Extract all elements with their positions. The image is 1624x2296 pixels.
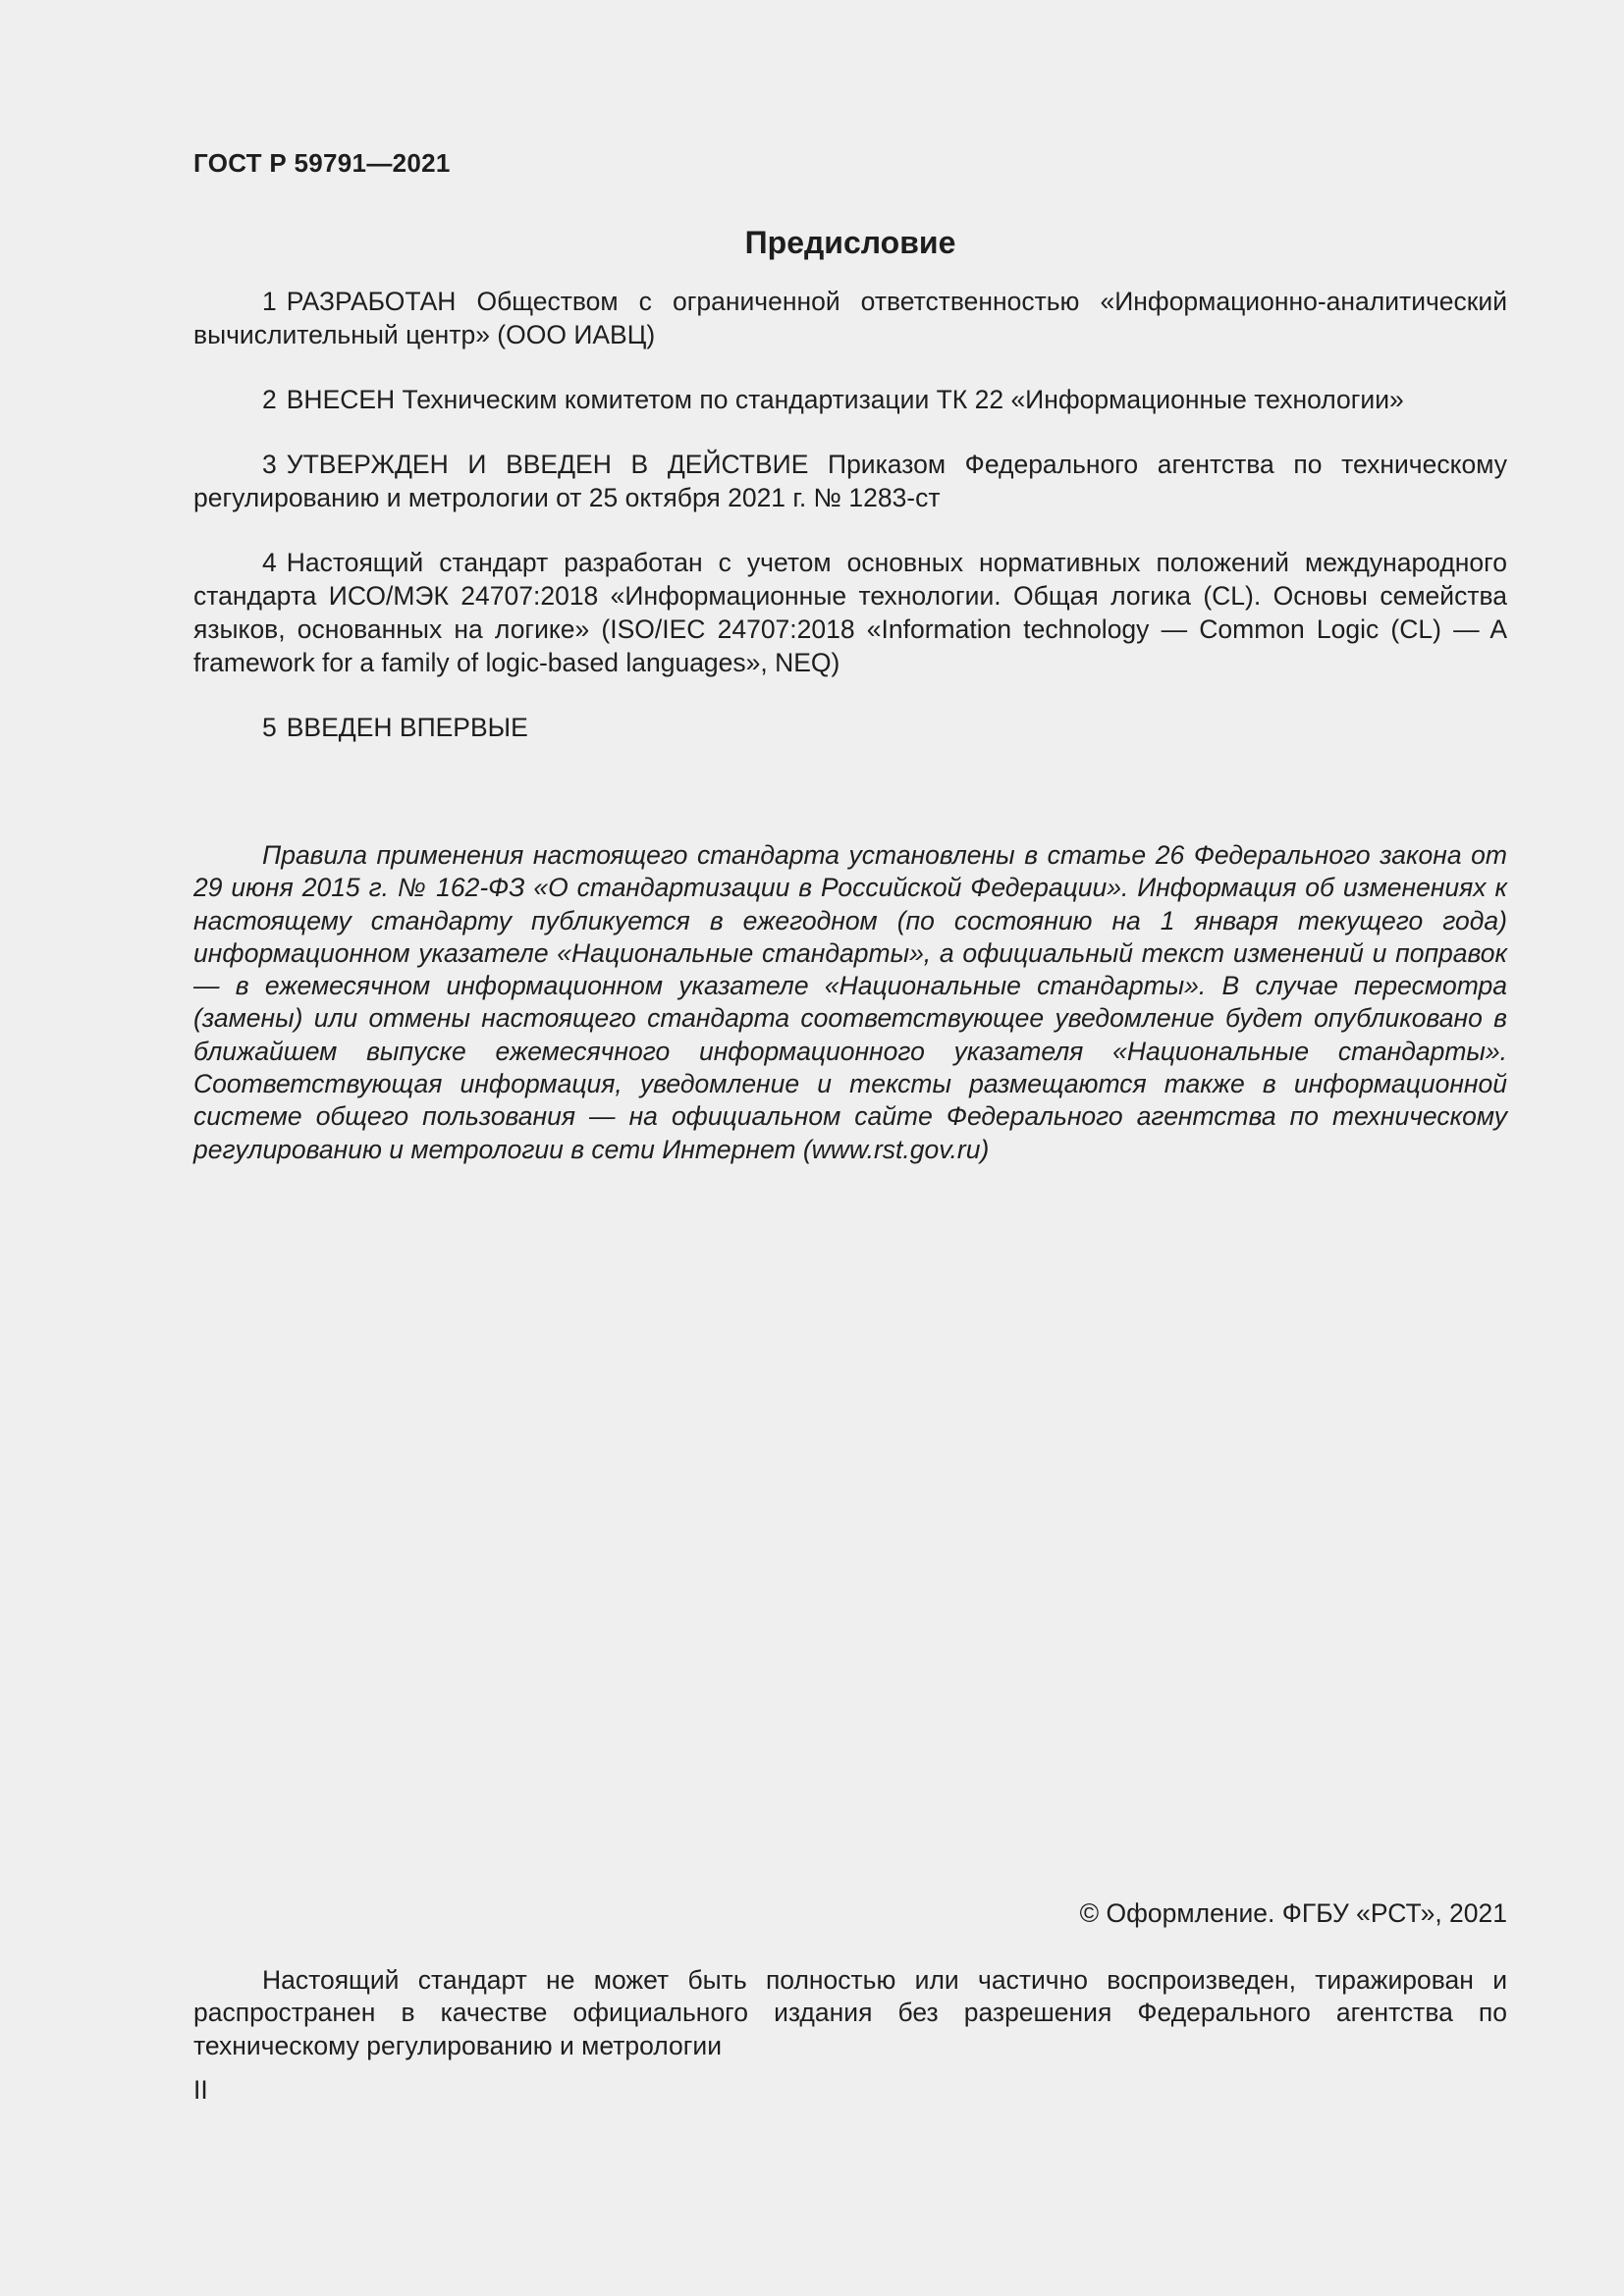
preface-item — [193, 546, 1507, 679]
reproduction-notice: Настоящий стандарт не может быть полностью или частично воспроизведен, тиражирован и распространен в качестве официального издания без разрешения Федерального агентства по техническому регулированию и метрологии — [193, 1965, 1507, 2060]
application-rules-paragraph: Правила применения настоящего стандарта установлены в статье 26 Федерального закона от 29 июня 2015 г. № 162-ФЗ «О стандартизации в Российской Федерации». Информация об изменениях к настоящему стандарту публикуется в ежегодном (по состоянию на 1 января текущего года) информационном указателе «Национальные стандарты», а официальный текст изменений и поправок — в ежемесячном информационном указателе «Национальные стандарты». В случае пересмотра (замены) или отмены настоящего стандарта соответствующее уведомление будет опубликовано в ближайшем выпуске ежемесячного информационного указателя «Национальные стандарты». Соответствующая информация, уведомление и тексты размещаются также в информационной системе общего пользования — на официальном сайте Федерального агентства по техническому регулированию и метрологии в сети Интернет (www.rst.gov.ru) — [193, 840, 1507, 1164]
preface-items — [193, 285, 1507, 744]
item-number: 2 — [262, 385, 277, 414]
copyright-line: © Оформление. ФГБУ «РСТ», 2021 — [1079, 1898, 1507, 1928]
item-text: ВНЕСЕН Техническим комитетом по стандартизации ТК 22 «Информационные технологии» — [286, 385, 1404, 414]
preface-item — [193, 711, 1507, 744]
document-code: ГОСТ Р 59791—2021 — [193, 148, 451, 178]
item-number: 5 — [262, 713, 277, 742]
preface-item — [193, 383, 1507, 416]
item-text: ВВЕДЕН ВПЕРВЫЕ — [286, 713, 528, 742]
item-text: УТВЕРЖДЕН И ВВЕДЕН В ДЕЙСТВИЕ Приказом Федерального агентства по техническому регулированию и метрологии от 25 октября 2021 г. № 1283-ст — [193, 450, 1507, 512]
item-text: Настоящий стандарт разработан с учетом основных нормативных положений международного стандарта ИСО/МЭК 24707:2018 «Информационные технологии. Общая логика (CL). Основы семейства языков, основанных на логике» (ISO/IEC 24707:2018 «Information technology — Common Logic (CL) — A framework for a family of logic-based languages», NEQ) — [193, 548, 1507, 677]
preface-title: Предисловие — [744, 225, 956, 260]
page-number: II — [193, 2075, 208, 2105]
item-number: 4 — [262, 548, 277, 577]
item-number: 3 — [262, 450, 277, 479]
item-number: 1 — [262, 287, 277, 316]
preface-item — [193, 285, 1507, 351]
preface-item — [193, 448, 1507, 514]
item-text: РАЗРАБОТАН Обществом с ограниченной ответственностью «Информационно-аналитический вычислительный центр» (ООО ИАВЦ) — [193, 287, 1507, 349]
